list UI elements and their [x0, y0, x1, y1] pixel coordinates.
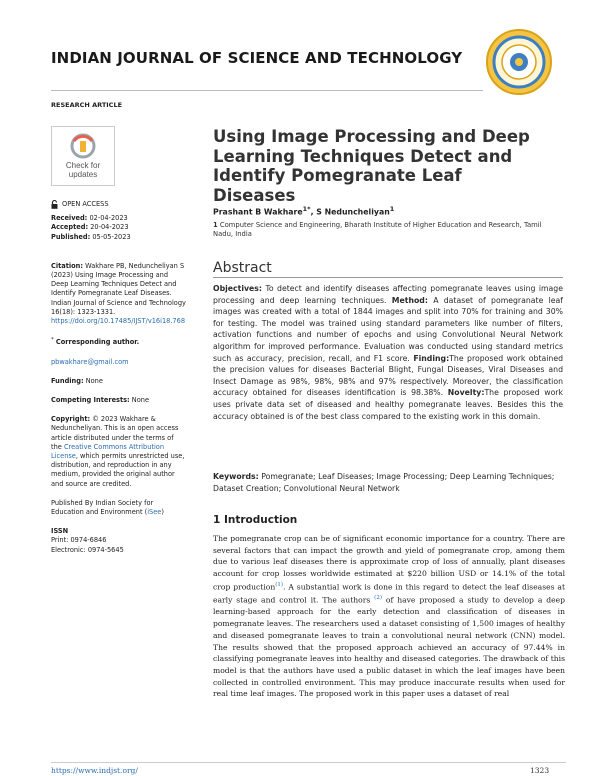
article-type: RESEARCH ARTICLE — [51, 101, 123, 109]
intro-part-3: of have proposed a study to develop a deep learning-based approach for the early detection and classification of diseases in pomegranate leaves. The researchers used a dataset consisting of 1,500 images of healthy and diseased pomegranate leaves to train a convolutional neural network (CNN) model. The results showed that the proposed approach achieved an accuracy of 97.44% in classifying pomegranate leaves into healthy and diseased categories. The drawback of this model is that the authors have used a public dataset in which the leaf images have been collected in controlled environment. This may produce inaccurate results when used for real time leaf images. The proposed work in this paper uses a dataset of real — [213, 595, 566, 699]
cc-license-link[interactable]: Creative Commons Attribution License — [51, 442, 165, 461]
author-email-link[interactable]: pbwakhare@gmail.com — [51, 357, 129, 366]
introduction-paragraph — [213, 533, 565, 700]
author-2-sup: 1 — [389, 205, 395, 213]
published-label: Published: — [51, 232, 91, 241]
finding-text: The proposed work obtained the precision values for diseases Bacterial Blight, Fungal Diseases, Viral Diseases and Insect Damage as 98%, 98%, 98% and 97% respectively. Moreover, the classification accuracy obtained for diseases identification is 98.38%. — [213, 353, 564, 398]
check-updates-line1: Check for — [65, 161, 101, 170]
intro-part-1: The pomegranate crop can be of significant economic importance for a country. There are several factors that can impact the growth and yield of pomegranate crop, among them due to various leaf diseases there is approximate crop of loss of annually, plant diseases account for crop losses worldwide estimated at $220 billion USD or 14.1% of the total crop production — [213, 534, 565, 592]
received-label: Received: — [51, 214, 88, 223]
copyright-label: Copyright: — [51, 415, 91, 424]
citation-text: Wakhare PB, Neduncheliyan S (2023) Using Image Processing and Deep Learning Techniques Detect and Identify Pomegranate Leaf Diseases. Indian Journal of Science and Technology 16(18): 1323-1331. — [51, 261, 186, 316]
keywords — [213, 471, 563, 494]
competing-value: None — [131, 396, 149, 405]
author-1-sup: 1* — [302, 205, 311, 213]
journal-name: INDIAN JOURNAL OF SCIENCE AND TECHNOLOGY — [51, 49, 463, 67]
published-date: 05-05-2023 — [92, 232, 131, 241]
copyright-pre: © 2023 Wakhare & Neduncheliyan. This is an open access article distributed under the terms of the — [51, 415, 179, 451]
author-1: Prashant B Wakhare — [213, 207, 303, 217]
competing-label: Competing Interests: — [51, 396, 130, 405]
article-info-sidebar — [51, 200, 186, 555]
journal-seal-logo — [485, 28, 553, 96]
page-number: 1323 — [530, 766, 550, 775]
citation-ref-2[interactable]: (2) — [374, 595, 382, 602]
copyright-post: , which permits unrestricted use, distribution, and reproduction in any medium, provided the original author and source are credited. — [51, 452, 185, 488]
header-divider — [51, 90, 483, 91]
author-2: , S Neduncheliyan — [310, 207, 390, 217]
affiliation — [213, 221, 563, 239]
keywords-label: Keywords: — [213, 472, 259, 481]
novelty-label: Novelty: — [447, 388, 485, 398]
finding-label: Finding: — [413, 353, 450, 363]
open-access-row — [51, 200, 186, 209]
method-text: A dataset of pomegranate leaf images was created with a total of 1844 images and split into 70% for training and 30% for testing. The model was trained using standard parameters like number of filters, activation functions and number of epochs and using Convolutional Neural Network algorithm for improved performance. Evaluation was conducted using standard metrics such as accuracy, precision, recall, and F1 score. — [213, 295, 563, 363]
copyright-block — [51, 415, 186, 489]
novelty-text: The proposed work uses private data set of diseased and healthy pomegranate leaves. Besides this the accuracy obtained is of the best class compared to the existing work in this domain. — [213, 388, 563, 421]
issn-electronic: Electronic: 0974-5645 — [51, 545, 124, 554]
check-updates-line2: updates — [68, 170, 98, 179]
corresponding-mark: * — [51, 337, 54, 344]
citation-block — [51, 262, 186, 326]
affiliation-number: 1 — [213, 221, 218, 229]
abstract-body — [213, 283, 563, 422]
publisher-pre: Published By Indian Society for Education and Environment ( — [51, 498, 154, 517]
issn-label: ISSN — [51, 527, 69, 536]
abstract-divider — [213, 277, 563, 278]
method-label: Method: — [391, 295, 428, 305]
publisher-block — [51, 499, 186, 517]
check-updates-icon — [52, 127, 114, 185]
open-lock-icon — [51, 200, 58, 209]
funding-value: None — [85, 376, 103, 385]
objectives-text: To detect and identify diseases affecting pomegranate leaves using image processing and deep learning techniques. — [213, 284, 563, 305]
open-access-label: OPEN ACCESS — [62, 200, 109, 208]
footer-divider — [51, 762, 566, 763]
citation-label: Citation: — [51, 261, 83, 270]
isee-link[interactable]: iSee — [147, 508, 162, 517]
accepted-date: 20-04-2023 — [90, 223, 129, 232]
accepted-label: Accepted: — [51, 223, 89, 232]
check-for-updates-badge[interactable] — [51, 126, 115, 186]
footer-journal-url[interactable]: https://www.indjst.org/ — [51, 766, 138, 775]
keywords-text: Pomegranate; Leaf Diseases; Image Processing; Deep Learning Techniques; Dataset Creation; Convolutional Neural Network — [213, 472, 555, 493]
abstract-heading: Abstract — [213, 260, 272, 276]
author-list — [213, 205, 394, 217]
citation-ref-1[interactable]: (1) — [275, 581, 284, 588]
corresponding-label: Corresponding author. — [55, 338, 140, 347]
article-title: Using Image Processing and Deep Learning Techniques Detect and Identify Pomegranate Leaf Diseases — [213, 127, 530, 205]
citation-doi-link[interactable]: https://doi.org/10.17485/IJST/v16i18.768 — [51, 317, 186, 326]
funding-label: Funding: — [51, 376, 84, 385]
section-heading-introduction: 1 Introduction — [213, 514, 298, 526]
intro-part-2: . A substantial work is done in this regard to detect the leaf diseases at early stage and control it. The authors — [213, 582, 566, 605]
issn-print: Print: 0974-6846 — [51, 536, 107, 545]
publisher-post: ) — [161, 508, 164, 517]
affiliation-text: Computer Science and Engineering, Bharath Institute of Higher Education and Research, Tamil Nadu, India — [213, 221, 542, 238]
objectives-label: Objectives: — [213, 284, 263, 293]
received-date: 02-04-2023 — [89, 214, 128, 223]
